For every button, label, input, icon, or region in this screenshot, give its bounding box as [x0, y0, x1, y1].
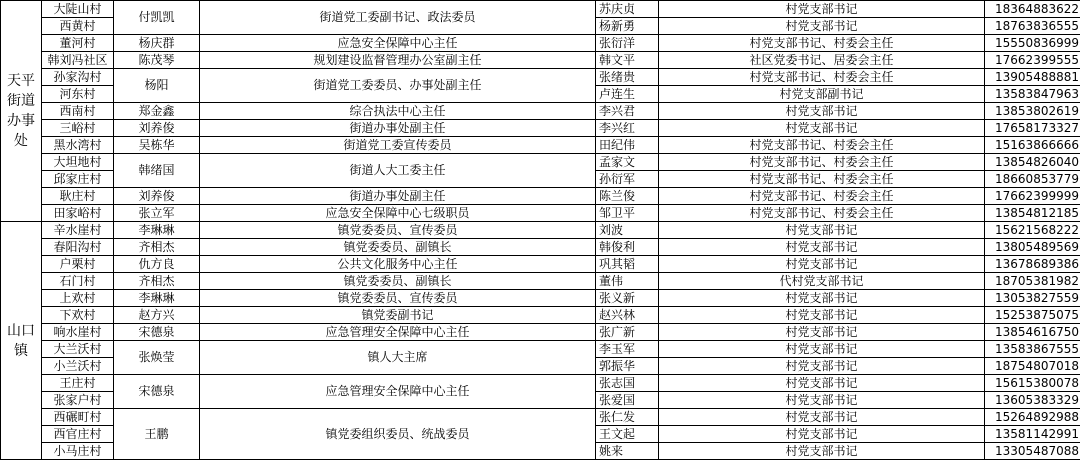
contact-phone: 15615380078	[985, 375, 1080, 392]
contact-phone: 15163866666	[985, 137, 1080, 154]
leader-name: 齐相杰	[114, 273, 200, 290]
village-name: 河东村	[42, 86, 114, 103]
contact-post: 村党支部书记	[659, 18, 985, 35]
village-name: 三峪村	[42, 120, 114, 137]
leader-name: 仇方良	[114, 256, 200, 273]
contact-post: 村党支部书记、村委会主任	[659, 69, 985, 86]
village-name: 耿庄村	[42, 188, 114, 205]
contact-name: 韩文平	[596, 52, 659, 69]
contact-post: 代村党支部书记	[659, 273, 985, 290]
contact-phone: 18763836555	[985, 18, 1080, 35]
contact-phone: 15550836999	[985, 35, 1080, 52]
contact-phone: 17662399555	[985, 52, 1080, 69]
table-row	[1, 120, 1080, 137]
leader-name: 杨庆群	[114, 35, 200, 52]
contact-post: 村党支部书记	[659, 256, 985, 273]
contact-name: 孙衍军	[596, 171, 659, 188]
contact-phone: 13678689386	[985, 256, 1080, 273]
village-name: 西黄村	[42, 18, 114, 35]
contact-phone: 13583847963	[985, 86, 1080, 103]
contact-name: 李兴红	[596, 120, 659, 137]
leader-title: 应急安全保障中心七级职员	[200, 205, 596, 222]
contact-name: 刘波	[596, 222, 659, 239]
table-row	[1, 52, 1080, 69]
village-name: 响水崖村	[42, 324, 114, 341]
contact-name: 李玉军	[596, 341, 659, 358]
leader-name: 王鹏	[114, 409, 200, 460]
contact-phone: 15264892988	[985, 409, 1080, 426]
contact-post: 村党支部书记	[659, 307, 985, 324]
leader-title: 镇党委副书记	[200, 307, 596, 324]
contact-name: 张广新	[596, 324, 659, 341]
contact-post: 社区党委书记、居委会主任	[659, 52, 985, 69]
leader-title: 街道办事处副主任	[200, 120, 596, 137]
leader-title: 综合执法中心主任	[200, 103, 596, 120]
contact-post: 村党支部书记	[659, 239, 985, 256]
contact-post: 村党支部书记	[659, 222, 985, 239]
contact-name: 张爱国	[596, 392, 659, 409]
leader-name: 李琳琳	[114, 290, 200, 307]
village-name: 王庄村	[42, 375, 114, 392]
leader-title: 镇党委组织委员、统战委员	[200, 409, 596, 460]
leader-name: 赵方兴	[114, 307, 200, 324]
leader-name: 韩绪国	[114, 154, 200, 188]
contact-phone: 18660853779	[985, 171, 1080, 188]
contact-phone: 15253875075	[985, 307, 1080, 324]
leader-title: 街道人大工委主任	[200, 154, 596, 188]
village-name: 小马庄村	[42, 443, 114, 460]
village-name: 孙家沟村	[42, 69, 114, 86]
contact-name: 王文起	[596, 426, 659, 443]
village-name: 西碾町村	[42, 409, 114, 426]
leader-title: 镇党委委员、副镇长	[200, 273, 596, 290]
contact-post: 村党支部书记	[659, 443, 985, 460]
village-name: 春阳沟村	[42, 239, 114, 256]
contact-name: 董伟	[596, 273, 659, 290]
contact-post: 村党支部书记	[659, 103, 985, 120]
section-name: 山口镇	[1, 222, 42, 460]
leader-title: 街道党工委宣传委员	[200, 137, 596, 154]
contact-post: 村党支部书记	[659, 426, 985, 443]
section-name: 天平街道办事处	[1, 1, 42, 222]
contact-post: 村党支部书记	[659, 1, 985, 18]
leader-name: 齐相杰	[114, 239, 200, 256]
leader-name: 付凯凯	[114, 1, 200, 35]
leader-title: 街道党工委副书记、政法委员	[200, 1, 596, 35]
village-name: 辛水崖村	[42, 222, 114, 239]
contact-phone: 17662399999	[985, 188, 1080, 205]
contact-phone: 13583867555	[985, 341, 1080, 358]
leader-name: 宋德泉	[114, 324, 200, 341]
contact-post: 村党支部书记	[659, 341, 985, 358]
leader-name: 张立军	[114, 205, 200, 222]
contact-name: 巩其韬	[596, 256, 659, 273]
table-row	[1, 137, 1080, 154]
leader-name: 杨阳	[114, 69, 200, 103]
table-row	[1, 69, 1080, 86]
leader-name: 宋德泉	[114, 375, 200, 409]
contact-name: 陈兰俊	[596, 188, 659, 205]
village-name: 大坦地村	[42, 154, 114, 171]
village-name: 董河村	[42, 35, 114, 52]
leader-name: 张焕莹	[114, 341, 200, 375]
contact-post: 村党支部副书记	[659, 86, 985, 103]
contact-post: 村党支部书记、村委会主任	[659, 35, 985, 52]
leader-title: 街道办事处副主任	[200, 188, 596, 205]
leader-title: 规划建设监督管理办公室副主任	[200, 52, 596, 69]
contact-name: 张绪贵	[596, 69, 659, 86]
leader-name: 吴栋华	[114, 137, 200, 154]
village-name: 小兰沃村	[42, 358, 114, 375]
table-row	[1, 205, 1080, 222]
table-row	[1, 409, 1080, 426]
village-name: 西南村	[42, 103, 114, 120]
contact-name: 田纪伟	[596, 137, 659, 154]
village-name: 邱家庄村	[42, 171, 114, 188]
contact-phone: 13854812185	[985, 205, 1080, 222]
table-row	[1, 154, 1080, 171]
leader-title: 应急管理安全保障中心主任	[200, 375, 596, 409]
contact-post: 村党支部书记	[659, 324, 985, 341]
leader-name: 陈茂琴	[114, 52, 200, 69]
contact-post: 村党支部书记	[659, 409, 985, 426]
contact-phone: 15621568222	[985, 222, 1080, 239]
contact-name: 张义新	[596, 290, 659, 307]
village-name: 石门村	[42, 273, 114, 290]
leader-title: 应急管理安全保障中心主任	[200, 324, 596, 341]
contact-phone: 18754807018	[985, 358, 1080, 375]
village-name: 韩刘冯社区	[42, 52, 114, 69]
contact-post: 村党支部书记、村委会主任	[659, 137, 985, 154]
table-row	[1, 35, 1080, 52]
leader-title: 镇人大主席	[200, 341, 596, 375]
table-row	[1, 375, 1080, 392]
table-row	[1, 307, 1080, 324]
contact-post: 村党支部书记	[659, 392, 985, 409]
leader-name: 刘养俊	[114, 120, 200, 137]
table-row	[1, 324, 1080, 341]
table-row	[1, 103, 1080, 120]
contact-post: 村党支部书记、村委会主任	[659, 171, 985, 188]
contact-phone: 13581142991	[985, 426, 1080, 443]
contact-name: 赵兴林	[596, 307, 659, 324]
village-name: 张家户村	[42, 392, 114, 409]
contact-post: 村党支部书记	[659, 358, 985, 375]
village-name: 户栗村	[42, 256, 114, 273]
contact-phone: 13805489569	[985, 239, 1080, 256]
contact-post: 村党支部书记、村委会主任	[659, 205, 985, 222]
contact-post: 村党支部书记	[659, 290, 985, 307]
village-name: 上欢村	[42, 290, 114, 307]
table-row	[1, 256, 1080, 273]
contact-phone: 13853802619	[985, 103, 1080, 120]
village-name: 田家峪村	[42, 205, 114, 222]
contact-name: 杨新勇	[596, 18, 659, 35]
table-row	[1, 1, 1080, 18]
table-row	[1, 239, 1080, 256]
leader-title: 应急安全保障中心主任	[200, 35, 596, 52]
leader-name: 刘养俊	[114, 188, 200, 205]
contact-phone: 13305487088	[985, 443, 1080, 460]
leader-title: 镇党委委员、副镇长	[200, 239, 596, 256]
contact-name: 韩俊利	[596, 239, 659, 256]
contact-phone: 17658173327	[985, 120, 1080, 137]
village-name: 西官庄村	[42, 426, 114, 443]
contact-name: 邹卫平	[596, 205, 659, 222]
contact-name: 张仁发	[596, 409, 659, 426]
contact-post: 村党支部书记	[659, 375, 985, 392]
contact-phone: 18705381982	[985, 273, 1080, 290]
table-row	[1, 273, 1080, 290]
contact-name: 姚来	[596, 443, 659, 460]
table-row	[1, 290, 1080, 307]
table-row	[1, 222, 1080, 239]
table-row	[1, 341, 1080, 358]
contact-phone: 13854826040	[985, 154, 1080, 171]
village-name: 大兰沃村	[42, 341, 114, 358]
contact-phone: 18364883622	[985, 1, 1080, 18]
contact-post: 村党支部书记	[659, 120, 985, 137]
leader-title: 镇党委委员、宣传委员	[200, 222, 596, 239]
contact-name: 张志国	[596, 375, 659, 392]
leader-title: 公共文化服务中心主任	[200, 256, 596, 273]
contact-name: 卢连生	[596, 86, 659, 103]
village-name: 下欢村	[42, 307, 114, 324]
leader-title: 街道党工委委员、办事处副主任	[200, 69, 596, 103]
contact-name: 李兴君	[596, 103, 659, 120]
contact-phone: 13854616750	[985, 324, 1080, 341]
table-row	[1, 188, 1080, 205]
contact-phone: 13053827559	[985, 290, 1080, 307]
contact-name: 孟家文	[596, 154, 659, 171]
contact-post: 村党支部书记、村委会主任	[659, 154, 985, 171]
village-name: 黑水湾村	[42, 137, 114, 154]
contact-name: 苏庆贞	[596, 1, 659, 18]
contact-name: 郭振华	[596, 358, 659, 375]
leader-title: 镇党委委员、宣传委员	[200, 290, 596, 307]
leader-name: 李琳琳	[114, 222, 200, 239]
village-name: 大陡山村	[42, 1, 114, 18]
leader-name: 郑金鑫	[114, 103, 200, 120]
contact-post: 村党支部书记、村委会主任	[659, 188, 985, 205]
contact-phone: 13605383329	[985, 392, 1080, 409]
contact-name: 张衍洋	[596, 35, 659, 52]
contact-phone: 13905488881	[985, 69, 1080, 86]
